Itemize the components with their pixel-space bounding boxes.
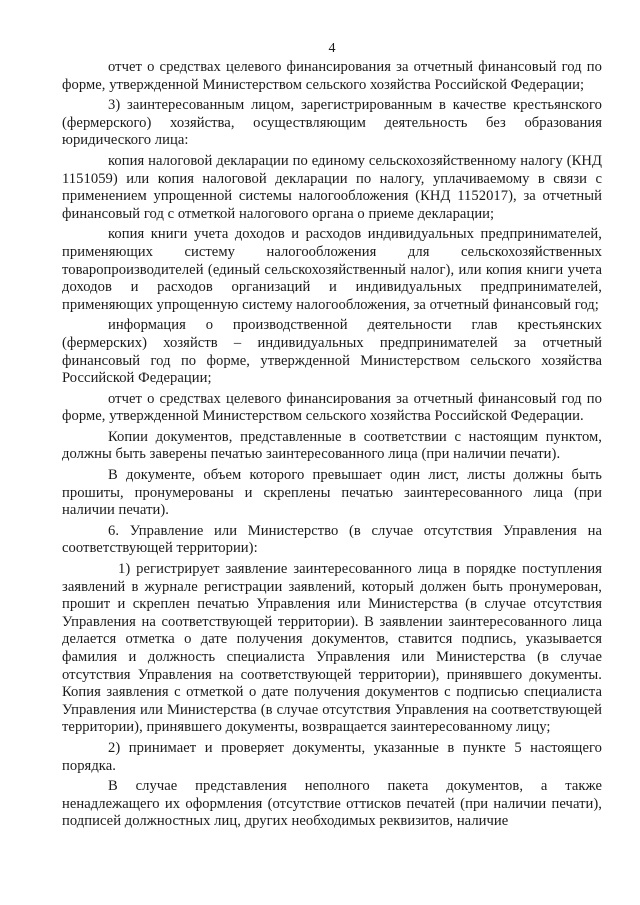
paragraph-multi-page-binding: В документе, объем которого превышает один лист, листы должны быть прошиты, пронумерованы и скреплены печатью заинтересованного лица (при наличии печати). (62, 467, 602, 519)
paragraph-target-funding-report-2: отчет о средствах целевого финансирования за отчетный финансовый год по форме, утвержденной Министерством сельского хозяйства Российской Федерации. (62, 390, 602, 425)
paragraph-section-6: 6. Управление или Министерство (в случае отсутствия Управления на соответствующей территории): (62, 522, 602, 557)
paragraph-copies-certified: Копии документов, представленные в соответствии с настоящим пунктом, должны быть заверены печатью заинтересованного лица (при наличии печати). (62, 428, 602, 463)
paragraph-incomplete-package: В случае представления неполного пакета документов, а также ненадлежащего их оформления (отсутствие оттисков печатей (при наличии печати), подписей должностных лиц, других необходимых реквизитов, наличие (62, 778, 602, 830)
paragraph-registration: 1) регистрирует заявление заинтересованного лица в порядке поступления заявлений в журнале регистрации заявлений, который должен быть пронумерован, прошит и скреплен печатью Управления или Министерства (в случае отсутствия Управления на соответствующей территории). В заявлении заинтересованного лица делается отметка о дате получения документов, ставится подпись, указывается фамилия и должность специалиста Управления или Министерства (в случае отсутствия Управления на соответствующей территории), принявшего документы. Копия заявления с отметкой о дате получения документов с подписью специалиста Управления или Министерства (в случае отсутствия Управления на соответствующей территории), принявшего документы, возвращается заинтересованному лицу; (62, 561, 602, 736)
paragraph-target-funding-report: отчет о средствах целевого финансирования за отчетный финансовый год по форме, утвержденной Министерством сельского хозяйства Российской Федерации; (62, 59, 602, 93)
paragraph-production-info: информация о производственной деятельности глав крестьянских (фермерских) хозяйств – индивидуальных предпринимателей за отчетный финансовый год по форме, утвержденной Министерством сельского хозяйства Российской Федерации; (62, 317, 602, 387)
paragraph-tax-declaration-copy: копия налоговой декларации по единому сельскохозяйственному налогу (КНД 1151059) или копия налоговой декларации по налогу, уплачиваемому в связи с применением упрощенной системы налогообложения (КНД 1152017), за отчетный финансовый год с отметкой налогового органа о приеме декларации; (62, 152, 602, 222)
paragraph-document-check: 2) принимает и проверяет документы, указанные в пункте 5 настоящего порядка. (62, 739, 602, 774)
page-number: 4 (328, 41, 336, 56)
paragraph-farm-household: 3) заинтересованным лицом, зарегистрированным в качестве крестьянского (фермерского) хозяйства, осуществляющим деятельность без образования юридического лица: (62, 97, 602, 149)
paragraph-income-book-copy: копия книги учета доходов и расходов индивидуальных предпринимателей, применяющих систему налогообложения для сельскохозяйственных товаропроизводителей (единый сельскохозяйственный налог), или копия книги учета доходов и расходов организаций и индивидуальных предпринимателей, применяющих упрощенную систему налогообложения, за отчетный финансовый год; (62, 226, 602, 313)
